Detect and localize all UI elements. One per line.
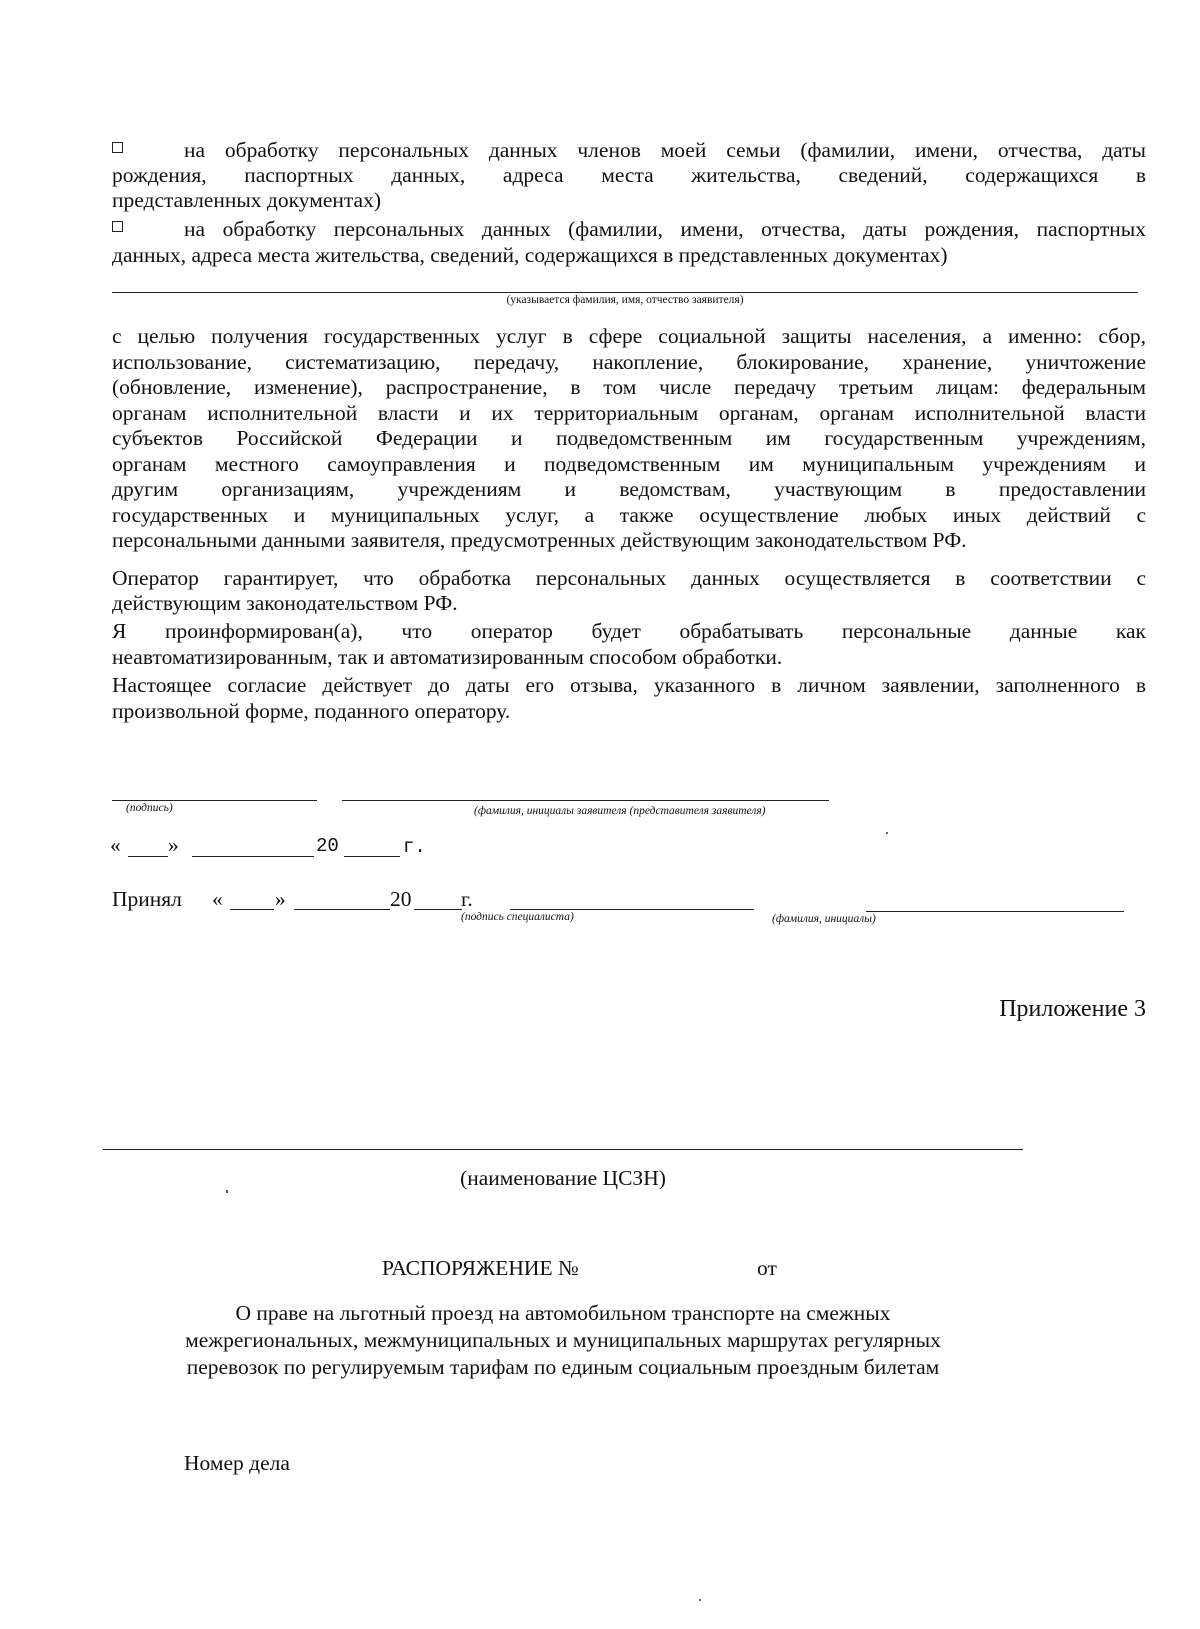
order-subject-line-2: межрегиональных, межмуниципальных и муниципальных маршрутах регулярных <box>185 1328 941 1352</box>
order-subject-line-3: перевозок по регулируемым тарифам по единым социальным проездным билетам <box>186 1355 940 1379</box>
applicant-name-caption: (указывается фамилия, имя, отчество заявителя) <box>506 294 744 306</box>
family-checkbox[interactable] <box>112 142 123 153</box>
own-line-2: данных, адреса места жительства, сведений, содержащихся в представленных документах) <box>112 243 948 267</box>
consent-own-option <box>112 217 1146 243</box>
purpose-line: органам местного самоуправления и подведомственным им муниципальным учреждениям и <box>112 451 1146 476</box>
specialist-signature-caption: (подпись специалиста) <box>461 911 574 923</box>
order-date-label: от <box>757 1256 777 1280</box>
accepted-year-line[interactable] <box>414 909 462 910</box>
guarantee-line-1: Оператор гарантирует, что обработка персональных данных осуществляется в соответствии с <box>112 566 1146 590</box>
family-line-2: рождения, паспортных данных, адреса места жительства, сведений, содержащихся в <box>112 163 1146 187</box>
purpose-line: персональными данными заявителя, предусмотренных действующим законодательством РФ. <box>112 528 967 552</box>
date-year-line[interactable] <box>344 856 400 857</box>
accepted-day-line[interactable] <box>230 909 274 910</box>
case-number-label: Номер дела <box>184 1451 290 1475</box>
family-line-3: представленных документах) <box>112 188 381 212</box>
purpose-line: государственных и муниципальных услуг, а также осуществление любых иных действий с <box>112 502 1146 527</box>
own-line-1: на обработку персональных данных (фамилии, имени, отчества, даты рождения, паспортных <box>184 217 1146 241</box>
informed-line-2: неавтоматизированным, так и автоматизированным способом обработки. <box>112 645 783 669</box>
consent-family-option <box>112 138 1146 164</box>
scan-speck <box>226 1190 228 1193</box>
own-data-checkbox[interactable] <box>112 221 123 232</box>
purpose-line: использование, систематизацию, передачу, накопление, блокирование, хранение, уничтожение <box>112 349 1146 374</box>
informed-line-1: Я проинформирован(а), что оператор будет обрабатывать персональные данные как <box>112 619 1146 643</box>
scan-speck <box>886 832 888 834</box>
family-line-1: на обработку персональных данных членов моей семьи (фамилии, имени, отчества, даты <box>184 138 1146 162</box>
signature-caption: (подпись) <box>126 802 173 814</box>
accepted-year-suffix: г. <box>461 887 473 911</box>
appendix-title: Приложение 3 <box>999 996 1146 1022</box>
purpose-line: другим организациям, учреждениям и ведомствам, участвующим в предоставлении <box>112 477 1146 501</box>
purpose-line: субъектов Российской Федерации и подведомственным им государственным учреждениям, <box>112 426 1146 450</box>
specialist-name-line[interactable] <box>866 911 1124 912</box>
org-name-caption: (наименование ЦСЗН) <box>460 1166 666 1190</box>
purpose-line: с целью получения государственных услуг в сфере социальной защиты населения, а именно: сбор, <box>112 324 1146 348</box>
order-title: РАСПОРЯЖЕНИЕ № <box>382 1256 579 1280</box>
guarantee-line-2: действующим законодательством РФ. <box>112 591 458 615</box>
date-close-quote: » <box>168 833 179 857</box>
accepted-month-line[interactable] <box>294 909 390 910</box>
date-month-line[interactable] <box>192 856 314 857</box>
accepted-year-prefix: 20 <box>390 887 412 911</box>
validity-line-2: произвольной форме, поданного оператору. <box>112 699 511 723</box>
scan-speck <box>699 1599 701 1601</box>
signature-line[interactable] <box>112 800 317 801</box>
specialist-name-caption: (фамилия, инициалы) <box>772 913 876 925</box>
date-open-quote: « <box>110 833 121 857</box>
order-subject-line-1: О праве на льготный проезд на автомобильном транспорте на смежных <box>235 1301 891 1325</box>
accepted-close-quote: » <box>275 887 286 911</box>
accepted-open-quote: « <box>212 887 223 911</box>
accepted-label: Принял <box>112 887 182 911</box>
applicant-initials-caption: (фамилия, инициалы заявителя (представителя заявителя) <box>474 805 766 817</box>
date-year-suffix: г. <box>403 836 426 858</box>
validity-line-1: Настоящее согласие действует до даты его отзыва, указанного в личном заявлении, заполненного в <box>112 673 1146 697</box>
date-year-prefix: 20 <box>316 835 339 857</box>
applicant-name-line[interactable] <box>112 292 1138 293</box>
purpose-line: (обновление, изменение), распространение, в том числе передачу третьим лицам: федеральным <box>112 375 1146 399</box>
purpose-line: органам исполнительной власти и их территориальным органам, органам исполнительной власти <box>112 400 1146 425</box>
order-subject <box>103 1300 1023 1381</box>
purpose-paragraph <box>112 324 1146 554</box>
org-name-line[interactable] <box>103 1149 1023 1150</box>
specialist-signature-line[interactable] <box>510 909 754 910</box>
date-day-line[interactable] <box>128 856 168 857</box>
applicant-initials-line[interactable] <box>342 800 829 801</box>
